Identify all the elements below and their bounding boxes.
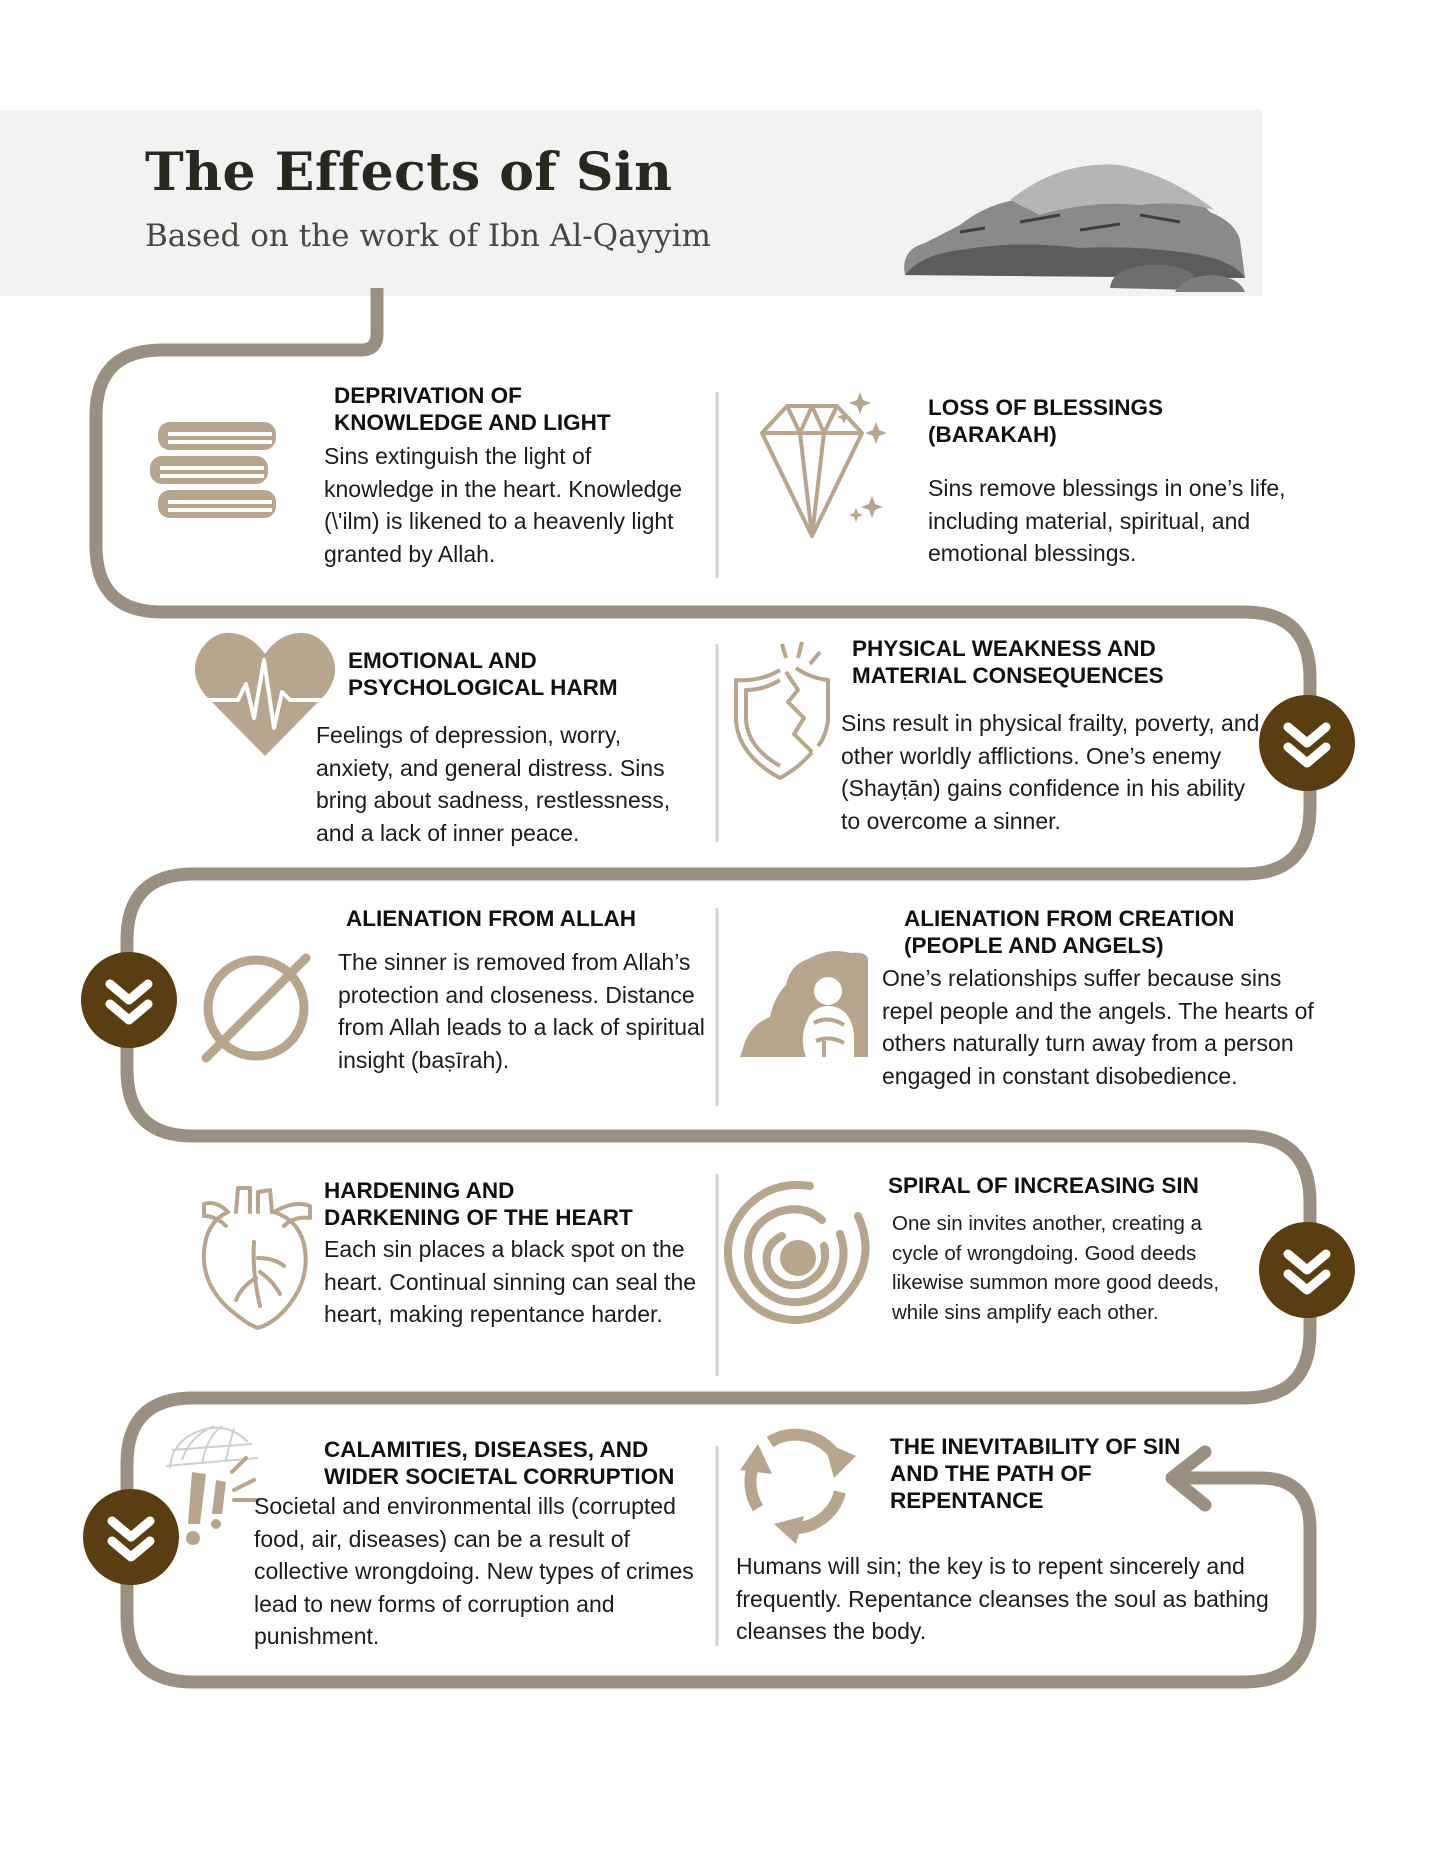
prohibited-icon (196, 948, 316, 1068)
card-title: PHYSICAL WEAKNESS AND MATERIAL CONSEQUENCES (852, 636, 1164, 688)
card-body: Humans will sin; the key is to repent sincerely and frequently. Repentance cleanses the soul as bathing cleanses the body. (736, 1553, 1269, 1644)
card-title: ALIENATION FROM ALLAH (346, 906, 636, 931)
card-body: Feelings of depression, worry, anxiety, and general distress. Sins bring about sadness, restlessness, and a lack of inner peace. (316, 722, 671, 846)
chevron-down-icon (1259, 695, 1355, 791)
card-title: LOSS OF BLESSINGS (BARAKAH) (928, 395, 1164, 447)
card-body: Each sin places a black spot on the heart. Continual sinning can seal the heart, making repentance harder. (324, 1236, 697, 1327)
diamond-icon (752, 388, 902, 538)
card-body: Sins remove blessings in one’s life, including material, spiritual, and emotional blessings. (928, 475, 1286, 566)
page-subtitle: Based on the work of Ibn Al-Qayyim (145, 218, 711, 254)
heartbeat-icon (194, 632, 336, 757)
card-title: THE INEVITABILITY OF SIN AND THE PATH OF REPENTANCE (890, 1434, 1181, 1513)
card-title: EMOTIONAL AND PSYCHOLOGICAL HARM (348, 648, 618, 700)
card-title: DEPRIVATION OF KNOWLEDGE AND LIGHT (334, 383, 611, 435)
card-body: One’s relationships suffer because sins repel people and the angels. The hearts of others naturally turn away from a person engaged in constant disobedience. (882, 965, 1314, 1089)
anatomical-heart-icon (198, 1182, 318, 1332)
broken-shield-icon (730, 640, 840, 780)
isolated-person-icon (740, 945, 868, 1060)
books-icon (148, 418, 293, 528)
card-title: ALIENATION FROM CREATION (PEOPLE AND ANGELS) (904, 906, 1235, 958)
cycle-arrows-icon (736, 1420, 860, 1544)
page-title: The Effects of Sin (145, 142, 673, 203)
card-title: CALAMITIES, DISEASES, AND WIDER SOCIETAL CORRUPTION (324, 1437, 675, 1489)
card-body: Sins extinguish the light of knowledge in the heart. Knowledge (\'ilm) is likened to a heavenly light granted by Allah. (324, 443, 683, 567)
card-body: The sinner is removed from Allah’s protection and closeness. Distance from Allah leads to a lack of spiritual insight (baṣīrah). (338, 949, 705, 1073)
card-body: Societal and environmental ills (corrupted food, air, diseases) can be a result of collective wrongdoing. New types of crimes lead to new forms of corruption and punishment. (254, 1493, 694, 1649)
card-body: One sin invites another, creating a cycle of wrongdoing. Good deeds likewise summon more good deeds, while sins amplify each other. (892, 1212, 1220, 1324)
chevron-down-icon (81, 952, 177, 1048)
spiral-icon (724, 1176, 874, 1326)
chevron-down-icon (1259, 1222, 1355, 1318)
card-body: Sins result in physical frailty, poverty, and other worldly afflictions. One’s enemy (Shayṭān) gains confidence in his ability to overcome a sinner. (841, 710, 1260, 834)
card-title: HARDENING AND DARKENING OF THE HEART (324, 1178, 633, 1230)
card-title: SPIRAL OF INCREASING SIN (888, 1173, 1199, 1198)
